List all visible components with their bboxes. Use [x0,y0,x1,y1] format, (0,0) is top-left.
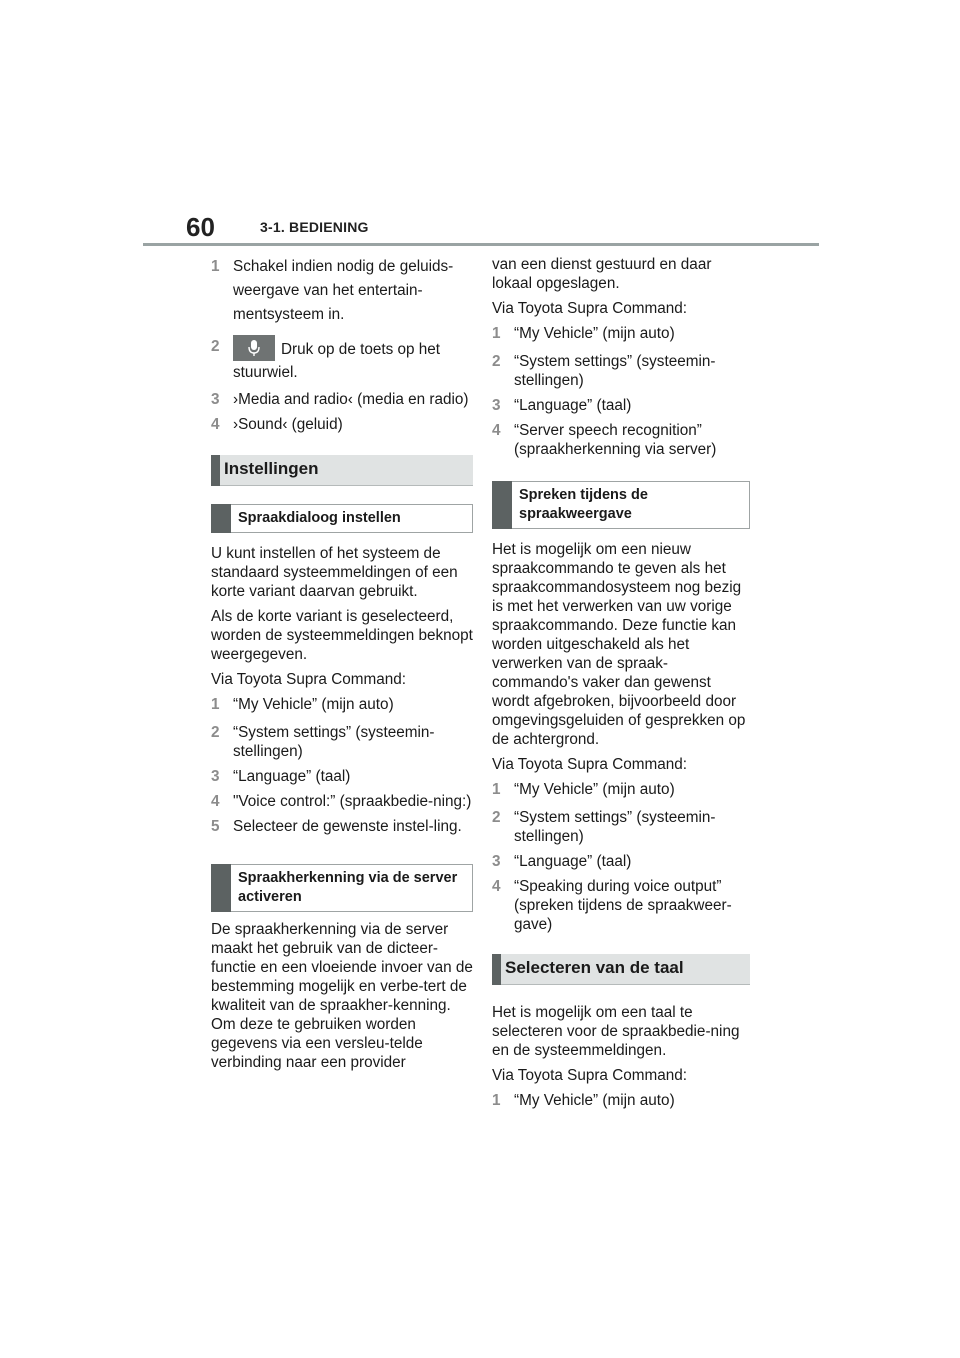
paragraph: Als de korte variant is geselecteerd, worden de systeemmeldingen beknopt weergegeven. [211,608,473,663]
step-item [211,767,473,786]
microphone-icon [233,335,275,361]
left-column [211,255,473,1078]
step-number: 5 [211,818,220,835]
subsection-heading [211,864,473,912]
paragraph: Via Toyota Supra Command: [492,756,688,773]
right-column [492,255,750,1116]
step-item [492,352,750,390]
step-number: 1 [211,696,220,713]
step-text: "Voice control:” (spraakbedie-ning:) [233,793,472,810]
paragraph: van een dienst gestuurd en daar lokaal opgeslagen. [492,256,712,292]
step-item [211,695,473,714]
header-rule [143,243,819,246]
step-text: Selecteer de gewenste instel-ling. [233,818,462,835]
step-text: “Server speech recognition” (spraakherkenning via server) [514,422,717,458]
step-item [492,324,750,343]
subsection-heading [492,481,750,529]
heading-bar [492,481,512,529]
step-text: “Language” (taal) [514,853,632,870]
step-item [211,792,473,811]
step-number: 3 [211,768,220,785]
step-text: “System settings” (systeemin-stellingen) [233,724,435,760]
step-text: “Language” (taal) [233,768,351,785]
step-number: 2 [492,353,501,370]
subsection-title: Spraakdialoog instellen [238,510,401,526]
heading-bar [211,864,231,912]
step-item [211,817,473,836]
step-number: 1 [492,1092,501,1109]
paragraph: Via Toyota Supra Command: [492,1067,688,1084]
step-number: 3 [492,397,501,414]
step-text: Druk op de toets op het stuurwiel. [233,341,441,381]
step-item [211,337,473,382]
step-number: 1 [492,781,501,798]
step-item [211,415,473,434]
step-number: 2 [211,338,220,355]
chapter-title: 3-1. BEDIENING [260,219,369,235]
step-text: Schakel indien nodig de geluids-weergave van het entertain-mentsysteem in. [233,258,454,323]
step-item [492,852,750,871]
step-item [492,780,750,799]
step-number: 1 [211,258,220,275]
step-text: “System settings” (systeemin-stellingen) [514,809,716,845]
step-item [492,421,750,459]
section-title: Instellingen [224,459,319,478]
paragraph: Via Toyota Supra Command: [492,300,688,317]
paragraph: Het is mogelijk om een taal te selecteren voor de spraakbedie-ning en de systeemmeldingen. [492,1004,740,1059]
step-text: “Language” (taal) [514,397,632,414]
step-text: “Speaking during voice output” (spreken tijdens de spraakweer-gave) [514,878,732,933]
subsection-heading [211,504,473,533]
step-number: 3 [211,391,220,408]
section-heading [492,954,750,985]
step-number: 4 [211,416,220,433]
step-text: “My Vehicle” (mijn auto) [514,1092,675,1109]
paragraph: U kunt instellen of het systeem de standaard systeemmeldingen of een korte variant daarvan gebruikt. [211,545,458,600]
paragraph: Het is mogelijk om een nieuw spraakcommando te geven als het spraakcommandosysteem nog bezig is met het verwerken van uw vorige spraakcommando. Deze functie kan worden uitgeschakeld als het verwerken van de spraak-commando's vaker dan gewenst wordt afgebroken, bijvoorbeeld door omgevingsgeluiden of gesprekken op de achtergrond. [492,541,746,748]
section-title: Selecteren van de taal [505,958,684,977]
heading-bar [211,504,231,533]
subsection-title: Spraakherkenning via de server activeren [238,870,458,905]
step-number: 4 [492,422,501,439]
step-text: ›Sound‹ (geluid) [233,416,343,433]
step-number: 4 [492,878,501,895]
subsection-title: Spreken tijdens de spraakweergave [519,487,648,522]
paragraph: De spraakherkenning via de server maakt het gebruik van de dicteer-functie en een vloeiende invoer van de bestemming mogelijk en verbe-tert de kwaliteit van de spraakher-kenning. Om deze te gebruiken worden gegevens via een versleu-telde verbinding naar een provider [211,921,473,1071]
step-number: 1 [492,325,501,342]
step-text: “My Vehicle” (mijn auto) [514,781,675,798]
page-number: 60 [186,212,215,242]
step-item [492,877,750,934]
step-number: 4 [211,793,220,810]
step-number: 2 [211,724,220,741]
step-item [492,396,750,415]
heading-bar [211,455,220,486]
heading-bar [492,954,501,985]
section-heading [211,455,473,486]
step-item [211,390,473,409]
step-text: “System settings” (systeemin-stellingen) [514,353,716,389]
paragraph: Via Toyota Supra Command: [211,671,407,688]
step-item [211,723,473,761]
step-number: 2 [492,809,501,826]
step-item [211,255,473,327]
step-text: ›Media and radio‹ (media en radio) [233,391,469,408]
step-item [492,1091,750,1110]
step-text: “My Vehicle” (mijn auto) [514,325,675,342]
step-item [492,808,750,846]
step-number: 3 [492,853,501,870]
step-text: “My Vehicle” (mijn auto) [233,696,394,713]
